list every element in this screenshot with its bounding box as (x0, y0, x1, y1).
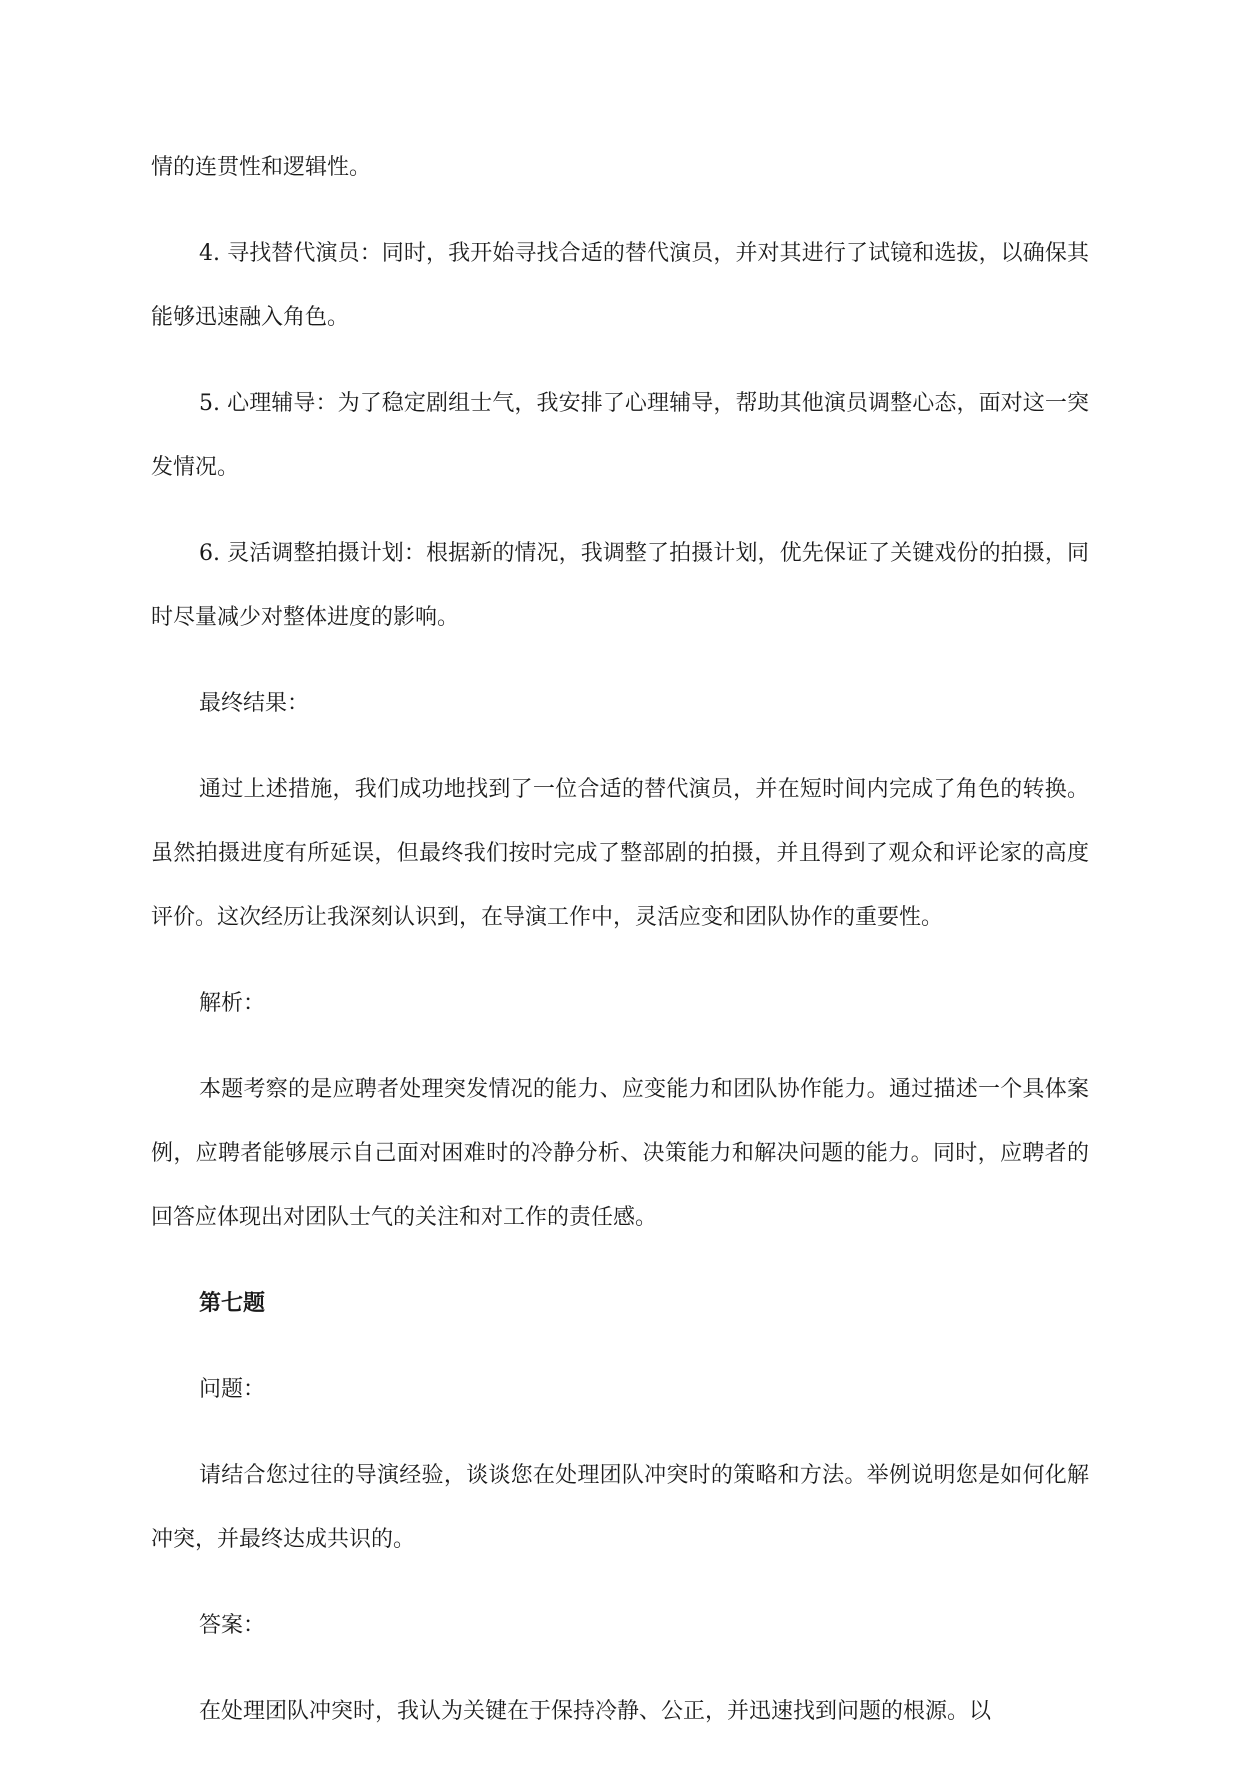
paragraph-question: 请结合您过往的导演经验，谈谈您在处理团队冲突时的策略和方法。举例说明您是如何化解冲突，并最终达成共识的。 (151, 1463, 1089, 1552)
paragraph-step-5: 5. 心理辅导：为了稳定剧组士气，我安排了心理辅导，帮助其他演员调整心态，面对这一突发情况。 (151, 391, 1089, 480)
section-heading: 第七题 (199, 1291, 266, 1316)
label-question: 问题： (199, 1377, 266, 1402)
paragraph-step-6: 6. 灵活调整拍摄计划：根据新的情况，我调整了拍摄计划，优先保证了关键戏份的拍摄，同时尽量减少对整体进度的影响。 (151, 541, 1089, 630)
paragraph-final-result: 通过上述措施，我们成功地找到了一位合适的替代演员，并在短时间内完成了角色的转换。虽然拍摄进度有所延误，但最终我们按时完成了整部剧的拍摄，并且得到了观众和评论家的高度评价。这次经历让我深刻认识到，在导演工作中，灵活应变和团队协作的重要性。 (151, 777, 1089, 930)
paragraph-step-4: 4. 寻找替代演员：同时，我开始寻找合适的替代演员，并对其进行了试镜和选拔，以确保其能够迅速融入角色。 (151, 241, 1089, 330)
label-final-result: 最终结果： (199, 691, 310, 716)
label-analysis: 解析： (199, 991, 266, 1016)
paragraph-answer: 在处理团队冲突时，我认为关键在于保持冷静、公正，并迅速找到问题的根源。以 (199, 1699, 992, 1724)
label-answer: 答案： (199, 1613, 266, 1638)
document-body (151, 136, 1089, 1766)
paragraph-continuation: 情的连贯性和逻辑性。 (151, 155, 372, 180)
paragraph-analysis: 本题考察的是应聘者处理突发情况的能力、应变能力和团队协作能力。通过描述一个具体案例，应聘者能够展示自己面对困难时的冷静分析、决策能力和解决问题的能力。同时，应聘者的回答应体现出对团队士气的关注和对工作的责任感。 (151, 1077, 1089, 1230)
